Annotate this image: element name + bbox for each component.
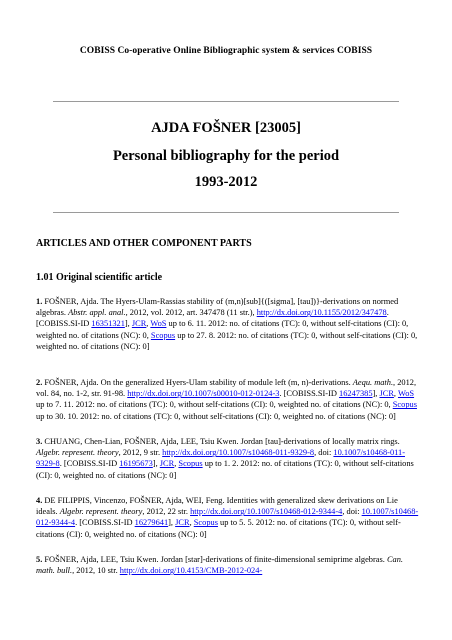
journal-title: Algebr. represent. theory xyxy=(36,448,119,458)
entry-text: ], xyxy=(372,389,380,399)
doi-link[interactable]: http://dx.doi.org/10.4153/CMB-2012-024- xyxy=(119,566,263,576)
entry-text: ], xyxy=(168,518,176,528)
bib-entry xyxy=(36,495,420,540)
bottom-divider xyxy=(53,212,399,213)
entry-text: . [COBISS.SI-ID xyxy=(59,459,120,469)
wos-link[interactable]: WoS xyxy=(150,319,167,329)
entry-text: , xyxy=(146,319,151,329)
entry-text: . [COBISS.SI-ID xyxy=(75,518,135,528)
entry-text: FOŠNER, Ajda. On the generalized Hyers-Ulam stability of module left (m, n)-derivations. xyxy=(42,378,353,387)
entry-text: , xyxy=(393,389,398,399)
section-heading: ARTICLES AND OTHER COMPONENT PARTS xyxy=(36,238,252,249)
entry-number: 5. xyxy=(36,555,43,564)
entry-text: . [COBISS.SI-ID xyxy=(279,389,339,399)
entry-text: up to 6. 11. 2012: no. of citations (TC): 0, without self-citations (CI): 0, weighted no. of citations (NC): 0, xyxy=(36,319,409,340)
wos-link[interactable]: WoS xyxy=(397,389,415,399)
entry-text: ], xyxy=(124,319,132,329)
entry-text: up to 1. 2. 2012: no. of citations (TC): 0, without self-citations (CI): 0, weighted no. of citations (NC): 0] xyxy=(36,459,414,480)
entry-text: up to 30. 10. 2012: no. of citations (TC): 0, without self-citations (CI): 0, weighted no. of citations (NC): 0] xyxy=(36,411,396,421)
entry-text: , 2012, vol. 84, no. 1-2, str. 91-98. xyxy=(36,378,417,399)
journal-title: Can. math. bull. xyxy=(36,555,404,576)
bib-entry xyxy=(36,377,420,422)
entry-number: 1. xyxy=(36,297,43,306)
bib-entry xyxy=(36,436,420,481)
bibliography-subtitle: Personal bibliography for the period xyxy=(112,148,340,164)
entry-text: FOŠNER, Ajda. The Hyers-Ulam-Rassias stability of (m,n)[sub]{([sigma], [tau])}-derivations on normed algebras. xyxy=(36,297,399,318)
scopus-link[interactable]: Scopus xyxy=(392,400,417,410)
jcr-link[interactable]: JCR xyxy=(379,389,394,399)
bib-entry xyxy=(36,296,420,352)
cobiss-id-link[interactable]: 16351321 xyxy=(91,319,125,329)
journal-title: Aequ. math. xyxy=(352,378,394,387)
entry-text: up to 5. 5. 2012: no. of citations (TC): 0, without self-citations (CI): 0, weighted no. of citations (NC): 0] xyxy=(36,518,401,539)
entry-text: ], xyxy=(152,459,160,469)
cobiss-id-link[interactable]: 16195673 xyxy=(119,459,153,469)
entry-text: , 2012, 10 str. xyxy=(72,566,120,576)
entry-text: up to 27. 8. 2012: no. of citations (TC): 0, without self-citations (CI): 0, weighted no. of citations (NC): 0] xyxy=(36,330,418,351)
period-title: 1993-2012 xyxy=(194,174,258,190)
entry-text: , 2012, 9 str. xyxy=(118,448,163,458)
entry-number: 3. xyxy=(36,437,43,446)
doi-id-link[interactable]: 10.1007/s10468-011-9329-8 xyxy=(36,448,405,469)
entry-text: up to 7. 11. 2012: no. of citations (TC): 0, without self-citations (CI): 0, weighted no. of citations (NC): 0, xyxy=(36,400,393,410)
jcr-link[interactable]: JCR xyxy=(175,518,190,528)
entry-text: , xyxy=(189,518,194,528)
entry-number: 4. xyxy=(36,496,43,505)
doi-link[interactable]: http://dx.doi.org/10.1007/s10468-012-9344-4 xyxy=(190,507,343,517)
subsection-heading: 1.01 Original scientific article xyxy=(36,272,163,283)
entry-text: , 2012, vol. 2012, art. 347478 (11 str.), xyxy=(125,308,257,318)
jcr-link[interactable]: JCR xyxy=(131,319,147,329)
cobiss-id-link[interactable]: 16247385 xyxy=(339,389,373,399)
entry-text: . [COBISS.SI-ID xyxy=(36,308,389,329)
journal-title: Abstr. appl. anal. xyxy=(68,308,126,318)
scopus-link[interactable]: Scopus xyxy=(178,459,203,469)
doi-link[interactable]: http://dx.doi.org/10.1007/s10468-011-9329-8 xyxy=(162,448,315,458)
cobiss-header: COBISS Co-operative Online Bibliographic system & services COBISS xyxy=(79,46,373,56)
scopus-link[interactable]: Scopus xyxy=(193,518,218,528)
entry-text: CHUANG, Chen-Lian, FOŠNER, Ajda, LEE, Tsiu Kwen. Jordan [tau]-derivations of locally matrix rings. xyxy=(42,437,400,446)
entry-text: , xyxy=(174,459,179,469)
journal-title: Algebr. represent. theory xyxy=(59,507,143,517)
entry-number: 2. xyxy=(36,378,43,387)
doi-id-link[interactable]: 10.1007/s10468-012-9344-4 xyxy=(36,507,419,528)
entry-text: , doi: xyxy=(314,448,334,458)
doi-link[interactable]: http://dx.doi.org/10.1007/s00010-012-0124-3 xyxy=(127,389,280,399)
entry-text: FOŠNER, Ajda, LEE, Tsiu Kwen. Jordan [star]-derivations of finite-dimensional semiprime algebras. xyxy=(42,555,387,564)
entry-text: DE FILIPPIS, Vincenzo, FOŠNER, Ajda, WEI, Feng. Identities with generalized skew derivations on Lie ideals. xyxy=(36,496,398,517)
top-divider xyxy=(53,101,399,102)
bib-entry xyxy=(36,554,420,576)
scopus-link[interactable]: Scopus xyxy=(150,330,176,340)
author-title: AJDA FOŠNER [23005] xyxy=(151,120,301,136)
jcr-link[interactable]: JCR xyxy=(159,459,175,469)
doi-link[interactable]: http://dx.doi.org/10.1155/2012/347478 xyxy=(256,308,387,318)
cobiss-id-link[interactable]: 16279641 xyxy=(134,518,169,528)
entry-text: , 2012, 22 str. xyxy=(142,507,191,517)
entry-text: , doi: xyxy=(342,507,362,517)
